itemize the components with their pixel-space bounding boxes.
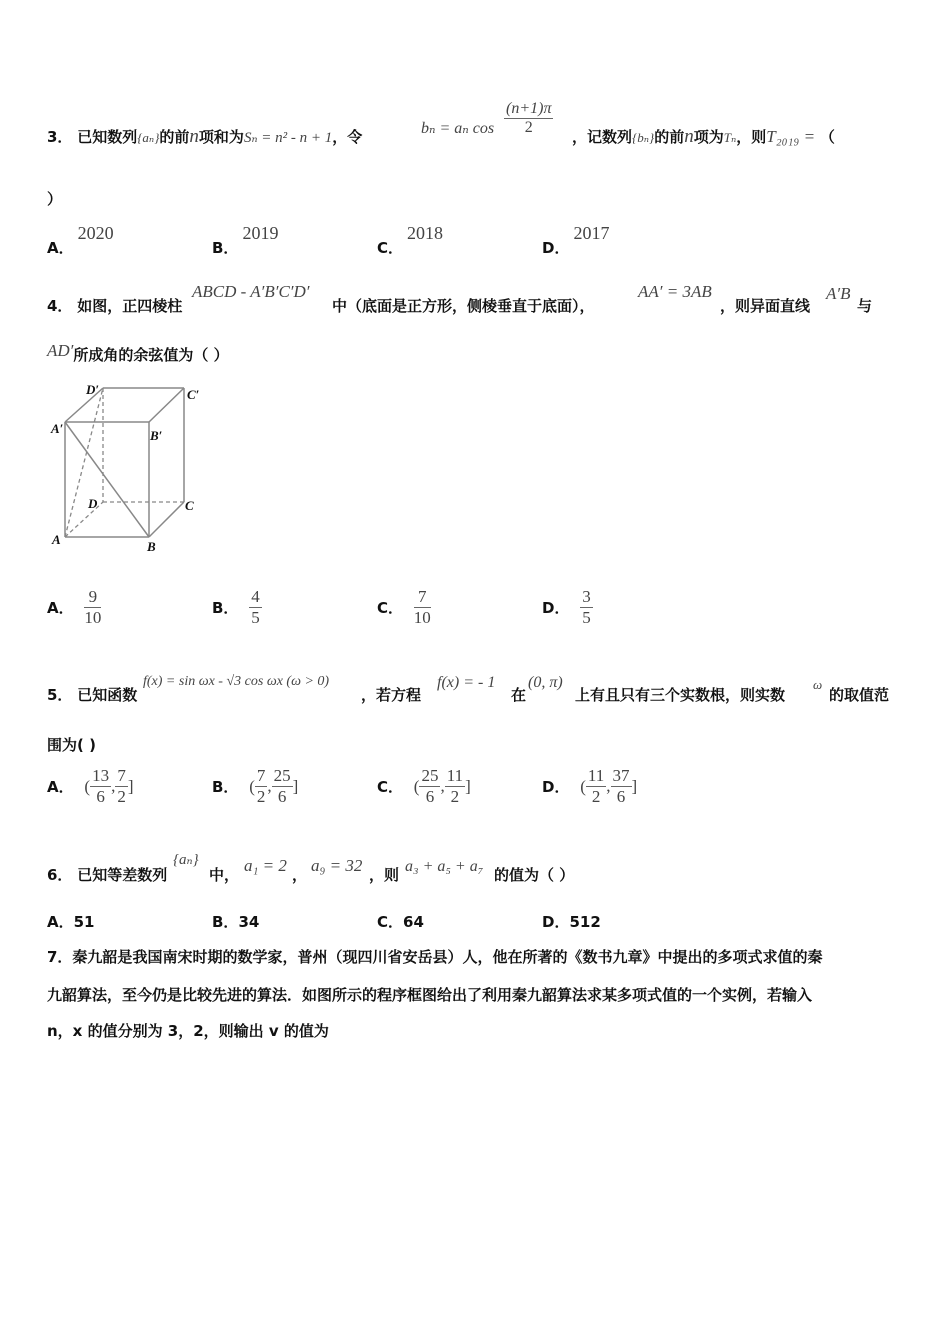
q6-text-2: 中，: [209, 866, 240, 884]
q3-sn-formula: Sₙ = n² - n + 1: [243, 130, 333, 146]
q5-option-d: [542, 766, 637, 807]
q6-option-d-label: D．: [542, 913, 570, 931]
q3-option-a-label: A．: [47, 239, 74, 257]
label-d: D: [88, 496, 98, 511]
q4-option-a-label: A．: [47, 599, 74, 617]
q6-option-a: [47, 911, 94, 932]
q5-option-b-d2: 6: [277, 787, 287, 806]
q4-prism-figure: [40, 380, 215, 560]
label-a-prime: A′: [51, 421, 64, 436]
q3-line1: [47, 126, 362, 148]
q5-function: f(x) = sin ωx - √3 cos ωx (ω > 0): [143, 674, 330, 689]
q5-option-a-frac2: [115, 766, 128, 807]
q3-bn-fraction: [504, 100, 553, 137]
q5-option-c-comma: ,: [440, 776, 445, 796]
q4-option-a: [47, 587, 101, 628]
label-c: C: [185, 498, 194, 513]
q5-option-a: [47, 766, 133, 807]
q6-text-3: ，则: [369, 866, 400, 884]
q5-option-d-comma: ,: [606, 776, 611, 796]
q5-text-4: 上有且只有三个实数根，则实数: [575, 686, 786, 704]
q5-option-c-open: (: [413, 776, 420, 796]
q3-option-b: [212, 223, 279, 257]
q5-line1-head: [47, 684, 137, 705]
q4-line2: [47, 341, 229, 365]
q5-option-a-comma: ,: [111, 776, 116, 796]
q6-sum: a₃ + a₅ + a₇: [405, 858, 484, 875]
q4-text-2: 中（底面是正方形，侧棱垂直于底面），: [332, 297, 595, 315]
q6-sequence: {aₙ}: [173, 852, 199, 868]
q4-text-5: 所成角的余弦值为（ ）: [73, 346, 229, 364]
q5-option-d-n2: 37: [612, 766, 630, 785]
q5-equation: f(x) = - 1: [437, 674, 496, 691]
q6-option-c-value: 64: [403, 913, 424, 931]
q3-option-c-label: C．: [377, 239, 404, 257]
q4-text-1: 如图，正四棱柱: [77, 297, 183, 315]
q6-a1: a₁ = 2: [244, 856, 287, 875]
q5-option-c-n2: 11: [446, 766, 464, 785]
q3-option-d-value: 2017: [573, 223, 610, 243]
q4-option-d-den: 5: [582, 608, 591, 627]
hidden-segment-ad1: [65, 388, 103, 537]
q4-option-b-den: 5: [251, 608, 260, 627]
q3-set-a: {aₙ}: [137, 130, 160, 145]
q3-text-8: ，则: [736, 128, 767, 146]
q3-line1-tail: [572, 126, 835, 148]
q3-n-2: n: [684, 126, 694, 147]
q4-option-c-num: 7: [414, 587, 431, 608]
edge-bc: [149, 502, 184, 537]
q5-option-d-n1: 11: [587, 766, 605, 785]
q3-option-c: [377, 223, 444, 257]
q4-condition: AA′ = 3AB: [638, 282, 712, 301]
q6-option-c: [377, 911, 424, 932]
q6-option-b-label: B．: [212, 913, 239, 931]
q5-option-d-d1: 2: [591, 787, 601, 806]
q5-option-c-d1: 6: [425, 787, 435, 806]
q5-option-c-close: ]: [465, 776, 471, 796]
q3-t2019: T₂₀₁₉ =: [766, 127, 816, 146]
q6-option-b-value: 34: [238, 913, 260, 931]
q3-text-9: （: [819, 128, 835, 146]
q4-option-d-fraction: [580, 587, 593, 628]
q4-option-d-num: 3: [582, 587, 591, 606]
q6-option-a-label: A．: [47, 913, 74, 931]
q6-option-b: [212, 911, 259, 932]
q6-number: 6．: [47, 866, 73, 884]
q5-option-d-open: (: [580, 776, 586, 796]
q4-line1: [47, 295, 182, 316]
q4-option-d: [542, 587, 593, 628]
q6-option-a-value: 51: [73, 913, 95, 931]
q4-option-a-num: 9: [84, 587, 101, 608]
q5-option-b-frac1: [255, 766, 268, 807]
q3-text-3: 项和为: [198, 128, 244, 146]
q4-option-a-fraction: [84, 587, 101, 628]
q5-option-b-frac2: [272, 766, 293, 807]
q6-text-4: 的值为（ ）: [494, 866, 575, 884]
q4-text-3: ，则异面直线: [720, 297, 811, 315]
q4-number: 4．: [47, 297, 73, 315]
q5-number: 5．: [47, 686, 73, 704]
q3-option-b-label: B．: [212, 239, 239, 257]
q5-option-c-d2: 2: [450, 787, 460, 806]
label-b-prime: B′: [150, 428, 163, 443]
q5-text-5: 的取值范: [829, 686, 890, 704]
q5-option-a-n1: 13: [92, 766, 110, 785]
q3-option-b-value: 2019: [242, 223, 279, 243]
label-d-prime: D′: [86, 382, 100, 397]
q6-option-d-value: 512: [569, 913, 601, 931]
q3-number: 3．: [47, 128, 73, 146]
q6-comma: ，: [292, 866, 308, 884]
q7-line1: 7．秦九韶是我国南宋时期的数学家，普州（现四川省安岳县）人，他在所著的《数书九章》中提出的多项式求值的秦: [47, 948, 823, 966]
q5-option-a-d2: 2: [117, 787, 126, 806]
q3-option-d-label: D．: [542, 239, 570, 257]
q3-tn: Tₙ: [723, 130, 737, 145]
q7-line3: n，x 的值分别为 3，2，则输出 v 的值为: [47, 1022, 329, 1040]
q6-a9: a₉ = 32: [311, 856, 363, 875]
q7-line2: 九韶算法，至今仍是比较先进的算法．如图所示的程序框图给出了利用秦九韶算法求某多项式值的一个实例，若输入: [47, 986, 813, 1004]
q5-option-a-d1: 6: [96, 787, 105, 806]
q5-omega: ω: [813, 677, 823, 692]
q5-text-3: 在: [511, 686, 527, 704]
q3-text-7: 项为: [693, 128, 724, 146]
q5-option-a-open: (: [84, 776, 91, 796]
q4-option-c-fraction: [414, 587, 431, 628]
q5-option-d-close: ]: [631, 776, 638, 796]
q4-option-b-fraction: [249, 587, 262, 628]
q5-option-b-n2: 25: [273, 766, 291, 785]
q5-option-d-d2: 6: [616, 787, 626, 806]
q5-option-a-n2: 7: [117, 766, 126, 785]
q5-option-b-open: (: [249, 776, 255, 796]
q5-option-c-frac2: [445, 766, 465, 807]
q5-option-b-comma: ,: [267, 776, 272, 796]
q3-close-paren: ）: [47, 190, 63, 208]
q4-option-b-label: B．: [212, 599, 239, 617]
q3-text-2: 的前: [159, 128, 190, 146]
label-b: B: [147, 539, 156, 554]
label-c-prime: C′: [187, 387, 200, 402]
q5-option-b-d1: 2: [256, 787, 266, 806]
q3-bn-lhs: bₙ = aₙ cos: [421, 120, 495, 137]
q5-option-c-label: C．: [377, 778, 404, 796]
q4-option-a-den: 10: [84, 608, 102, 627]
q6-option-c-label: C．: [377, 913, 404, 931]
q4-option-b: [212, 587, 262, 628]
q5-option-c-n1: 25: [421, 766, 439, 785]
q4-option-c-label: C．: [377, 599, 404, 617]
q5-text-6: 围为( ): [47, 736, 96, 754]
q5-option-a-label: A．: [47, 778, 74, 796]
q4-text-4: 与: [857, 297, 873, 315]
q5-text-2: ，若方程: [361, 686, 422, 704]
q4-line-a1b: A′B: [826, 284, 851, 303]
q5-option-a-frac1: [90, 766, 111, 807]
q4-line-ad1: AD′: [47, 341, 74, 360]
q3-text-4: ，令: [332, 128, 363, 146]
q5-option-b-label: B．: [212, 778, 239, 796]
q3-frac-den: 2: [524, 119, 533, 136]
q3-option-a-value: 2020: [77, 223, 114, 243]
q5-text-1: 已知函数: [77, 686, 138, 704]
edge-c1b1: [149, 388, 184, 422]
q5-option-b: [212, 766, 298, 807]
q3-text-6: 的前: [654, 128, 685, 146]
q6-option-d: [542, 911, 601, 932]
q5-option-b-close: ]: [292, 776, 299, 796]
q5-interval: (0, π): [528, 674, 563, 691]
q4-option-b-num: 4: [251, 587, 260, 606]
q3-option-a: [47, 223, 114, 257]
q3-set-b: {bₙ}: [632, 130, 655, 145]
q3-text-5: ，记数列: [572, 128, 633, 146]
q5-option-a-close: ]: [127, 776, 134, 796]
q3-option-d: [542, 223, 610, 257]
q3-text-1: 已知数列: [77, 128, 138, 146]
q6-text-1: 已知等差数列: [77, 866, 168, 884]
segment-a1b: [65, 422, 149, 537]
q5-option-d-frac2: [611, 766, 632, 807]
q4-option-d-label: D．: [542, 599, 570, 617]
q5-option-c: [377, 766, 471, 807]
q5-option-c-frac1: [419, 766, 440, 807]
q3-option-c-value: 2018: [407, 223, 444, 243]
q4-prism: ABCD - A′B′C′D′: [192, 282, 310, 301]
q4-option-c-den: 10: [413, 608, 431, 627]
q3-frac-num: (n+1)π: [506, 100, 552, 117]
q3-n: n: [189, 126, 199, 147]
q5-option-b-n1: 7: [256, 766, 266, 785]
q6-line1-head: [47, 864, 167, 885]
q4-option-c: [377, 587, 431, 628]
label-a: A: [52, 532, 61, 547]
q5-option-d-frac1: [586, 766, 606, 807]
q5-option-d-label: D．: [542, 778, 570, 796]
